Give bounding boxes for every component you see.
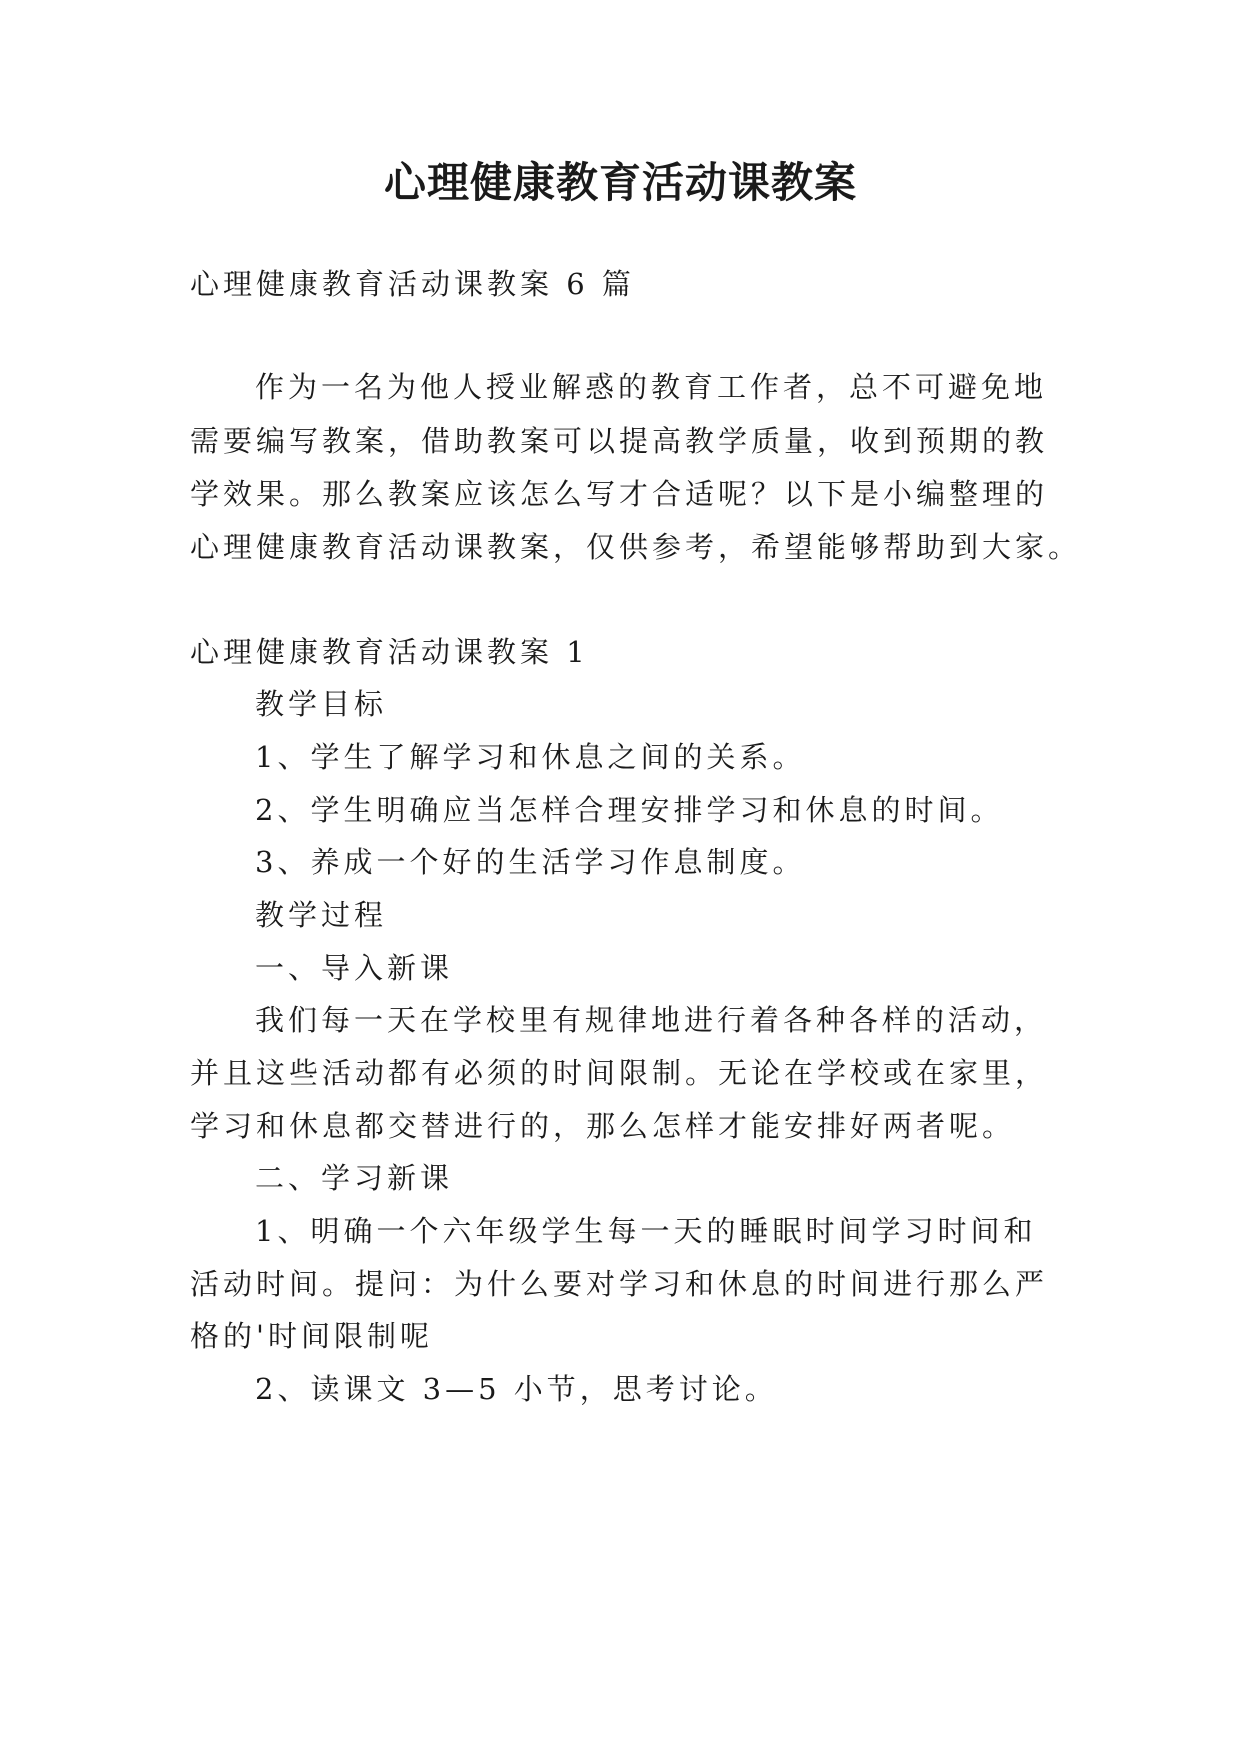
part1-heading: 一、导入新课 [255, 951, 454, 985]
part2-line-1: 1、明确一个六年级学生每一天的睡眠时间学习时间和 [255, 1214, 1037, 1248]
part1-line-2: 并且这些活动都有必须的时间限制。无论在学校或在家里， [190, 1056, 1049, 1090]
part1-line-1: 我们每一天在学校里有规律地进行着各种各样的活动， [255, 1003, 1048, 1037]
goal-item-2: 2、学生明确应当怎样合理安排学习和休息的时间。 [255, 793, 1004, 827]
document-title: 心理健康教育活动课教案 [383, 158, 857, 207]
part2-heading: 二、学习新课 [255, 1161, 454, 1195]
intro-line-4: 心理健康教育活动课教案，仅供参考，希望能够帮助到大家。 [190, 530, 1082, 564]
process-heading: 教学过程 [255, 898, 388, 932]
document-subtitle: 心理健康教育活动课教案 6 篇 [190, 267, 635, 301]
part2-line-3: 格的'时间限制呢 [190, 1319, 433, 1353]
goals-heading: 教学目标 [255, 687, 388, 721]
intro-line-1: 作为一名为他人授业解惑的教育工作者，总不可避免地 [255, 370, 1048, 404]
intro-line-3: 学效果。那么教案应该怎么写才合适呢？以下是小编整理的 [190, 477, 1049, 511]
part1-line-3: 学习和休息都交替进行的，那么怎样才能安排好两者呢。 [190, 1109, 1016, 1143]
part2-item-2: 2、读课文 3—5 小节，思考讨论。 [255, 1372, 778, 1406]
goal-item-3: 3、养成一个好的生活学习作息制度。 [255, 845, 806, 879]
part2-line-2: 活动时间。提问：为什么要对学习和休息的时间进行那么严 [190, 1267, 1049, 1301]
goal-item-1: 1、学生了解学习和休息之间的关系。 [255, 740, 806, 774]
intro-line-2: 需要编写教案，借助教案可以提高教学质量，收到预期的教 [190, 424, 1049, 458]
section-heading: 心理健康教育活动课教案 1 [190, 635, 589, 669]
